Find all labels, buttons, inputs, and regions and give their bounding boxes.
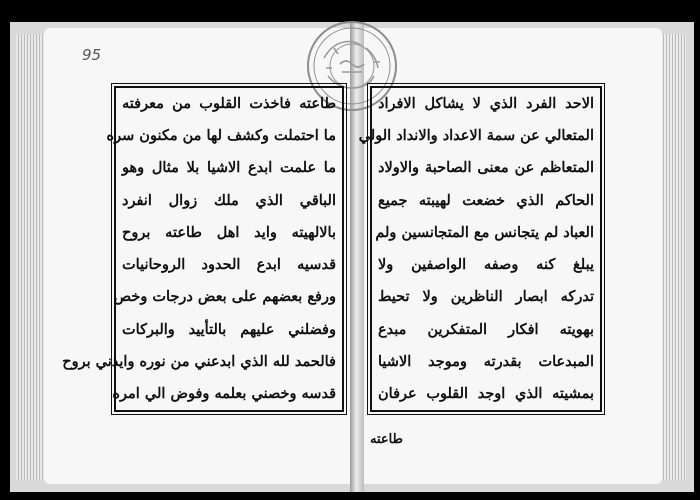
text-line: ورفع بعضهم على بعض درجات وخص (113, 288, 336, 306)
text-line: قدسه وخصني بعلمه وفوض الي امره (112, 384, 336, 402)
text-line: ما علمت ابدع الاشيا بلا مثال وهو (122, 159, 336, 177)
text-line: الاحد الفرد الذي لا يشاكل الافراد (378, 95, 594, 112)
text-line: بمشيته الذي اوجد القلوب عرفان (378, 384, 594, 402)
left-text-block (62, 86, 344, 412)
left-page-edges (16, 34, 46, 480)
right-page-edges (660, 34, 686, 480)
text-line: يبلغ كنه وصفه الواصفين ولا (378, 256, 594, 274)
text-line: الحاكم الذي خضعت لهيبته جميع (378, 191, 594, 209)
text-line: المبدعات بقدرته وموجد الاشيا (378, 352, 594, 370)
right-text-block (358, 86, 602, 412)
text-line: بالالهيته وايد اهل طاعته بروح (122, 223, 336, 241)
folio-number: 95 (82, 46, 102, 64)
text-line: الباقي الذي ملك زوال انفرد (122, 191, 336, 209)
text-line: قدسيه ابدع الحدود الروحانيات (122, 256, 336, 274)
text-line: المتعالي عن سمة الاعداد والانداد الولي (358, 127, 594, 145)
text-line: فالحمد لله الذي ابدعني من نوره وايدني بروح (62, 352, 336, 370)
text-line: العباد لم يتجانس مع المتجانسين ولم (375, 223, 594, 241)
text-line: وفضلني عليهم بالتأييد والبركات (122, 320, 336, 338)
catchword: طاعته (370, 432, 403, 447)
text-line: ما احتملت وكشف لها من مكنون سره (106, 127, 336, 145)
text-line: بهويته افكار المتفكرين مبدع (378, 320, 594, 338)
text-line: طاعته فاخذت القلوب من معرفته (122, 95, 336, 112)
text-line: المتعاظم عن معنى الصاحبة والاولاد (378, 159, 594, 177)
text-line: تدركه ابصار الناظرين ولا تحيط (378, 288, 594, 306)
